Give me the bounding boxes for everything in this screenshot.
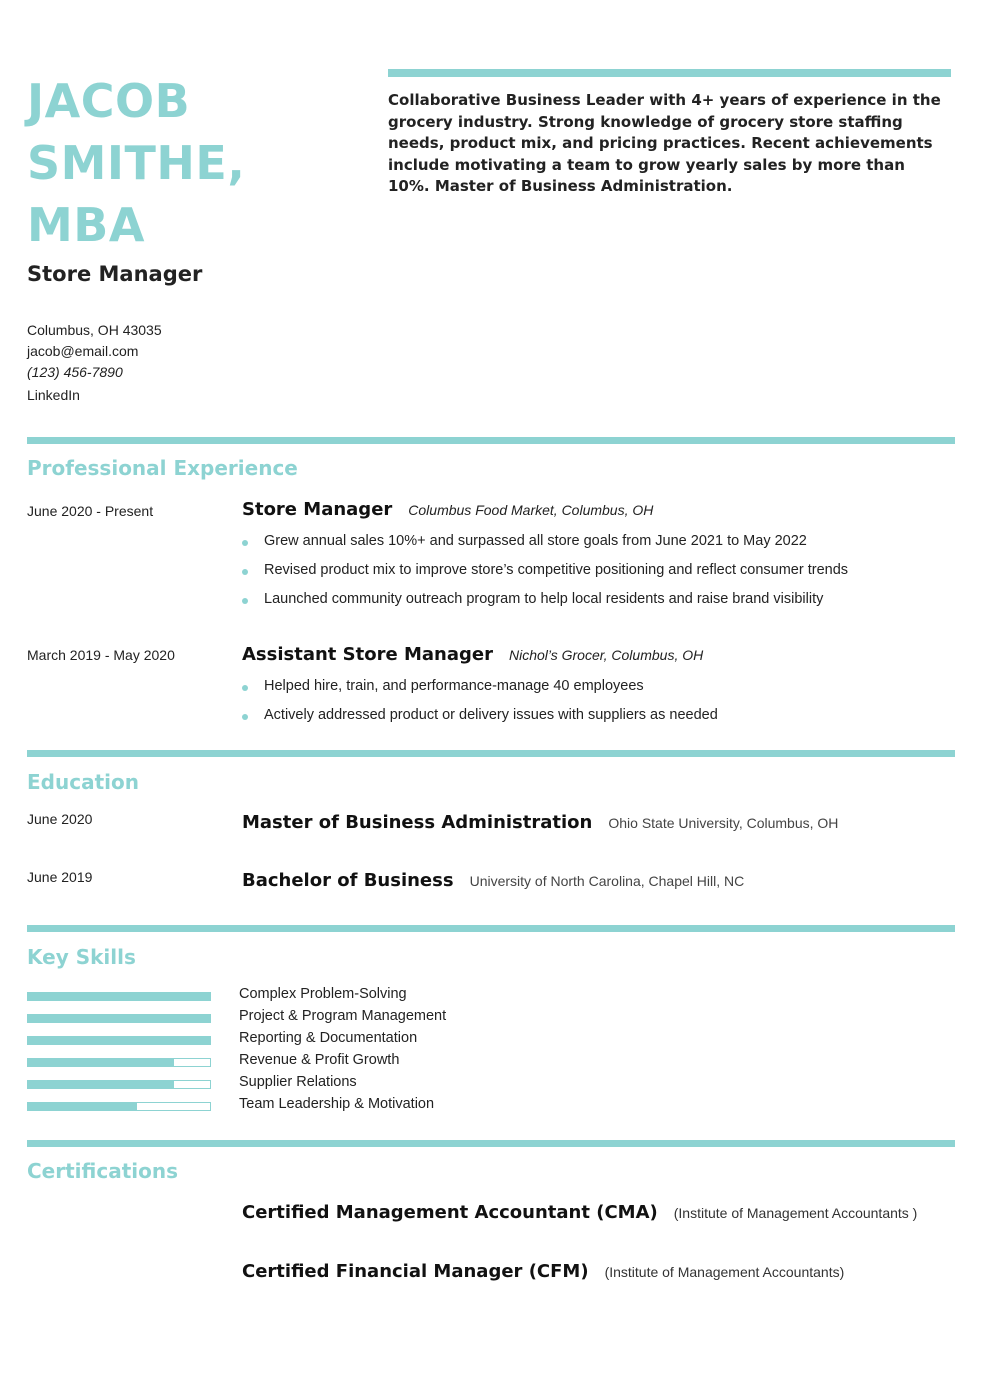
list-item: Revised product mix to improve store’s competitive positioning and reflect consumer trends: [242, 562, 848, 578]
bullet-dot: [242, 714, 248, 720]
name-line-2: SMITHE,: [27, 136, 246, 190]
experience-heading: Professional Experience: [27, 456, 298, 480]
contact-address: Columbus, OH 43035: [27, 322, 162, 338]
skill-label: Team Leadership & Motivation: [239, 1096, 435, 1112]
edu-2-degree: Bachelor of Business: [242, 870, 454, 891]
job-2-role: Assistant Store Manager: [242, 644, 493, 665]
skill-level-fill: [28, 1103, 137, 1110]
job-title: Store Manager: [27, 262, 203, 286]
skill-level-fill: [28, 1059, 174, 1066]
education-heading: Education: [27, 770, 139, 794]
cert-1: [242, 1202, 917, 1223]
job-1-company: Columbus Food Market, Columbus, OH: [408, 502, 654, 518]
skills-divider: [27, 925, 955, 932]
cert-2-issuer: (Institute of Management Accountants): [604, 1264, 845, 1280]
list-item: Helped hire, train, and performance-manage 40 employees: [242, 678, 644, 694]
skill-level-bar: [27, 1014, 211, 1023]
candidate-name: [27, 70, 367, 256]
skill-level-bar: [27, 1058, 211, 1067]
contact-email[interactable]: jacob@email.com: [27, 343, 139, 359]
name-line-3: MBA: [27, 198, 145, 252]
cert-2-name: Certified Financial Manager (CFM): [242, 1261, 589, 1282]
job-1-dates: June 2020 - Present: [27, 503, 154, 519]
skill-label: Project & Program Management: [239, 1008, 447, 1024]
list-item: Actively addressed product or delivery issues with suppliers as needed: [242, 707, 718, 723]
skill-level-fill: [28, 1081, 174, 1088]
skill-level-fill: [28, 1015, 210, 1022]
certifications-heading: Certifications: [27, 1159, 178, 1183]
edu-1-entry: [242, 812, 838, 833]
skill-level-bar: [27, 992, 211, 1001]
cert-1-name: Certified Management Accountant (CMA): [242, 1202, 658, 1223]
experience-divider: [27, 437, 955, 444]
job-2-dates: March 2019 - May 2020: [27, 647, 175, 663]
bullet-dot: [242, 569, 248, 575]
education-divider: [27, 750, 955, 757]
skill-level-fill: [28, 1037, 210, 1044]
job-1-role: Store Manager: [242, 499, 393, 520]
list-item: Grew annual sales 10%+ and surpassed all store goals from June 2021 to May 2022: [242, 533, 807, 549]
contact-phone: (123) 456-7890: [27, 364, 123, 380]
skill-level-bar: [27, 1036, 211, 1045]
certifications-divider: [27, 1140, 955, 1147]
edu-2-date: June 2019: [27, 869, 93, 885]
name-line-1: JACOB: [27, 74, 191, 128]
cert-1-issuer: (Institute of Management Accountants ): [673, 1205, 918, 1221]
skill-level-bar: [27, 1080, 211, 1089]
skill-label: Supplier Relations: [239, 1074, 357, 1090]
edu-2-entry: [242, 870, 744, 891]
skill-level-fill: [28, 993, 210, 1000]
professional-summary: Collaborative Business Leader with 4+ years of experience in the grocery industry. Strong knowledge of grocery store staffing needs, product mix, and pricing practices. Recent achievements include motivating a team to grow yearly sales by more than 10%. Master of Business Administration.: [388, 91, 941, 195]
edu-1-degree: Master of Business Administration: [242, 812, 593, 833]
contact-linkedin[interactable]: LinkedIn: [27, 387, 80, 403]
skills-heading: Key Skills: [27, 945, 136, 969]
bullet-dot: [242, 685, 248, 691]
cert-2: [242, 1261, 844, 1282]
bullet-dot: [242, 540, 248, 546]
job-1-header: [242, 499, 653, 520]
skill-label: Revenue & Profit Growth: [239, 1052, 400, 1068]
skill-label: Complex Problem-Solving: [239, 986, 407, 1002]
list-item: Launched community outreach program to help local residents and raise brand visibility: [242, 591, 823, 607]
job-2-header: [242, 644, 703, 665]
edu-1-school: Ohio State University, Columbus, OH: [608, 815, 839, 831]
skill-level-bar: [27, 1102, 211, 1111]
skill-label: Reporting & Documentation: [239, 1030, 418, 1046]
edu-1-date: June 2020: [27, 811, 93, 827]
job-2-company: Nichol’s Grocer, Columbus, OH: [508, 647, 704, 663]
edu-2-school: University of North Carolina, Chapel Hill, NC: [469, 873, 745, 889]
bullet-dot: [242, 598, 248, 604]
summary-divider: [388, 69, 951, 77]
